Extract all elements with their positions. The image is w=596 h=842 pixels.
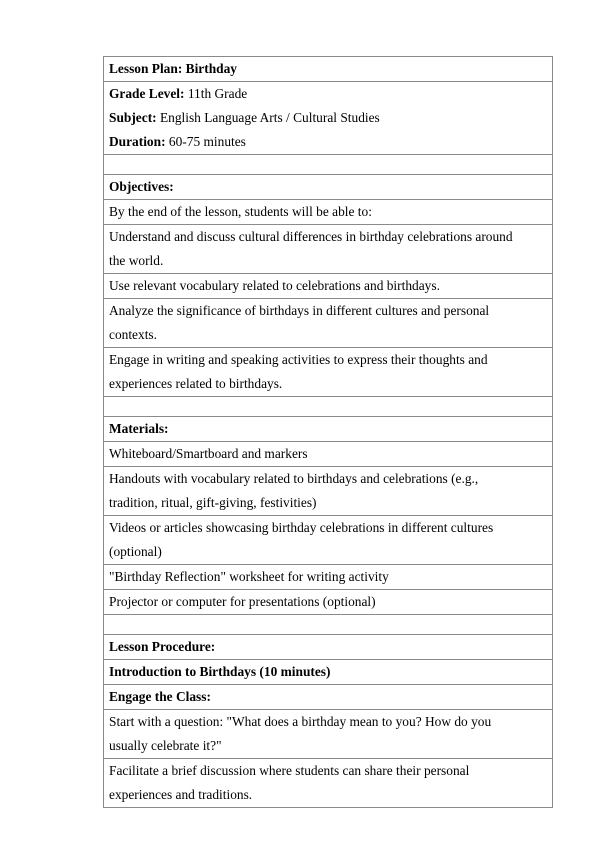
- procedure-row: [104, 759, 553, 808]
- engage-heading-row: [104, 685, 553, 710]
- objective-text: the world.: [109, 253, 164, 268]
- procedure-subheading: Introduction to Birthdays (10 minutes): [104, 660, 553, 685]
- info-row: [104, 82, 553, 155]
- material-row: [104, 442, 553, 467]
- procedure-row: [104, 710, 553, 759]
- objective-row: [104, 348, 553, 397]
- empty-cell: [104, 155, 553, 175]
- lesson-info-cell: [104, 82, 553, 155]
- material-text: Handouts with vocabulary related to birthdays and celebrations (e.g.,: [109, 471, 479, 486]
- objective-text: Use relevant vocabulary related to celebrations and birthdays.: [109, 278, 440, 293]
- material-text: Projector or computer for presentations (optional): [109, 594, 376, 609]
- material-text: Videos or articles showcasing birthday celebrations in different cultures: [109, 520, 494, 535]
- lesson-title: Lesson Plan: Birthday: [104, 57, 553, 82]
- grade-level-value: 11th Grade: [184, 86, 248, 101]
- spacer-row: [104, 397, 553, 417]
- objectives-intro-row: [104, 200, 553, 225]
- procedure-item: [104, 710, 553, 759]
- material-text: Whiteboard/Smartboard and markers: [109, 446, 308, 461]
- material-row: [104, 516, 553, 565]
- grade-level-line: [109, 82, 547, 106]
- material-item: [104, 590, 553, 615]
- duration-label: Duration:: [109, 134, 166, 149]
- objective-item: [104, 299, 553, 348]
- procedure-item: [104, 759, 553, 808]
- procedure-text: usually celebrate it?": [109, 738, 222, 753]
- materials-heading: Materials:: [104, 417, 553, 442]
- procedure-text: Start with a question: "What does a birthday mean to you? How do you: [109, 714, 492, 729]
- material-row: [104, 590, 553, 615]
- objective-text: contexts.: [109, 327, 157, 342]
- material-item: [104, 565, 553, 590]
- materials-heading-row: [104, 417, 553, 442]
- subject-value: English Language Arts / Cultural Studies: [156, 110, 380, 125]
- procedure-subheading-row: [104, 660, 553, 685]
- procedure-text: experiences and traditions.: [109, 787, 253, 802]
- duration-value: 60-75 minutes: [165, 134, 246, 149]
- objectives-heading: Objectives:: [104, 175, 553, 200]
- objectives-heading-row: [104, 175, 553, 200]
- objective-item: [104, 348, 553, 397]
- objective-row: [104, 225, 553, 274]
- objective-item: [104, 274, 553, 299]
- material-row: [104, 565, 553, 590]
- spacer-row: [104, 155, 553, 175]
- engage-heading: Engage the Class:: [104, 685, 553, 710]
- material-text: (optional): [109, 544, 162, 559]
- spacer-row: [104, 615, 553, 635]
- subject-line: [109, 106, 547, 130]
- material-item: [104, 442, 553, 467]
- empty-cell: [104, 615, 553, 635]
- material-item: [104, 516, 553, 565]
- objective-item: [104, 225, 553, 274]
- objectives-intro: By the end of the lesson, students will be able to:: [104, 200, 553, 225]
- material-item: [104, 467, 553, 516]
- material-row: [104, 467, 553, 516]
- procedure-heading: Lesson Procedure:: [104, 635, 553, 660]
- objective-text: experiences related to birthdays.: [109, 376, 283, 391]
- grade-level-label: Grade Level:: [109, 86, 185, 101]
- empty-cell: [104, 397, 553, 417]
- lesson-plan-table: [103, 56, 553, 808]
- title-row: [104, 57, 553, 82]
- objective-text: Understand and discuss cultural differences in birthday celebrations around: [109, 229, 513, 244]
- subject-label: Subject:: [109, 110, 157, 125]
- objective-row: [104, 274, 553, 299]
- material-text: tradition, ritual, gift-giving, festivities): [109, 495, 317, 510]
- procedure-text: Facilitate a brief discussion where students can share their personal: [109, 763, 470, 778]
- objective-row: [104, 299, 553, 348]
- objective-text: Engage in writing and speaking activities to express their thoughts and: [109, 352, 488, 367]
- material-text: "Birthday Reflection" worksheet for writing activity: [109, 569, 389, 584]
- duration-line: [109, 130, 547, 154]
- procedure-heading-row: [104, 635, 553, 660]
- objective-text: Analyze the significance of birthdays in different cultures and personal: [109, 303, 490, 318]
